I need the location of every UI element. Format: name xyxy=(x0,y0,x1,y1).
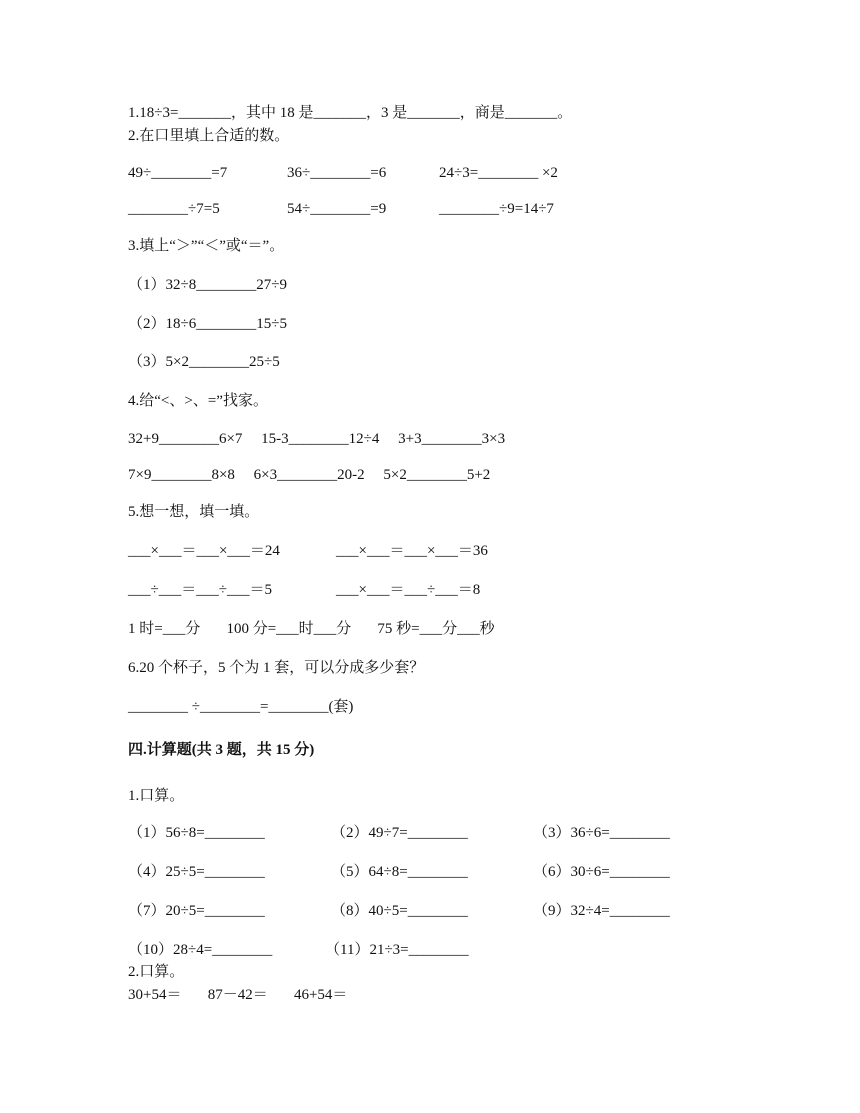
q5-row3: 1 时=___分 100 分=___时___分 75 秒=___分___秒 xyxy=(128,621,495,637)
q4-row1: 32+9________6×7 15-3________12÷4 3+3________3×3 xyxy=(128,431,506,447)
q5-row1-c1: ___×___＝___×___＝24 xyxy=(128,543,280,559)
calc1-item: （3）36÷6=________ xyxy=(533,825,670,841)
q5-row2-c2: ___×___＝___÷___＝8 xyxy=(336,582,481,598)
q2-row2-c2: 54÷________=9 xyxy=(287,201,387,217)
calc1-item: （5）64÷8=________ xyxy=(331,864,468,880)
calc1-item: （2）49÷7=________ xyxy=(331,825,468,841)
q3-item: （1）32÷8________27÷9 xyxy=(128,277,287,293)
q5-title: 5.想一想，填一填。 xyxy=(128,504,260,520)
calc1-item: （9）32÷4=________ xyxy=(533,903,670,919)
calc1-item: （4）25÷5=________ xyxy=(128,864,265,880)
q4-row2: 7×9________8×8 6×3________20-2 5×2________5+2 xyxy=(128,467,491,483)
q5-row2-c1: ___÷___＝___÷___＝5 xyxy=(128,582,272,598)
calc1-item: （8）40÷5=________ xyxy=(331,903,468,919)
q6-title: 6.20 个杯子，5 个为 1 套，可以分成多少套？ xyxy=(128,660,425,676)
section4-title: 四.计算题(共 3 题，共 15 分) xyxy=(128,742,315,758)
q2-row2-c1: ________÷7=5 xyxy=(128,201,220,217)
q2-row2-c3: ________÷9=14÷7 xyxy=(439,201,554,217)
q5-row1-c2: ___×___＝___×___＝36 xyxy=(336,543,488,559)
q3-item: （3）5×2________25÷5 xyxy=(128,354,280,370)
calc2-title: 2.口算。 xyxy=(128,964,185,980)
q1: 1.18÷3=_______，其中 18 是_______，3 是_______，商是_______。 xyxy=(128,105,573,121)
calc1-item: （10）28÷4=________ xyxy=(128,942,273,958)
calc1-item: （1）56÷8=________ xyxy=(128,825,265,841)
calc2-row: 30+54＝ 87－42＝ 46+54＝ xyxy=(128,987,348,1003)
q2-row1-c2: 36÷________=6 xyxy=(287,165,387,181)
q6-answer: ________ ÷________=________(套) xyxy=(128,699,354,715)
calc1-title: 1.口算。 xyxy=(128,788,185,804)
q3-item: （2）18÷6________15÷5 xyxy=(128,316,287,332)
q2-row1-c3: 24÷3=________ ×2 xyxy=(439,165,558,181)
q2-row1-c1: 49÷________=7 xyxy=(128,165,228,181)
q3-title: 3.填上“＞”“＜”或“＝”。 xyxy=(128,238,285,254)
q4-title: 4.给“<、>、=”找家。 xyxy=(128,393,268,409)
calc1-item: （6）30÷6=________ xyxy=(533,864,670,880)
calc1-item: （7）20÷5=________ xyxy=(128,903,265,919)
calc1-item: （11）21÷3=________ xyxy=(325,942,469,958)
q2-title: 2.在口里填上合适的数。 xyxy=(128,128,290,144)
